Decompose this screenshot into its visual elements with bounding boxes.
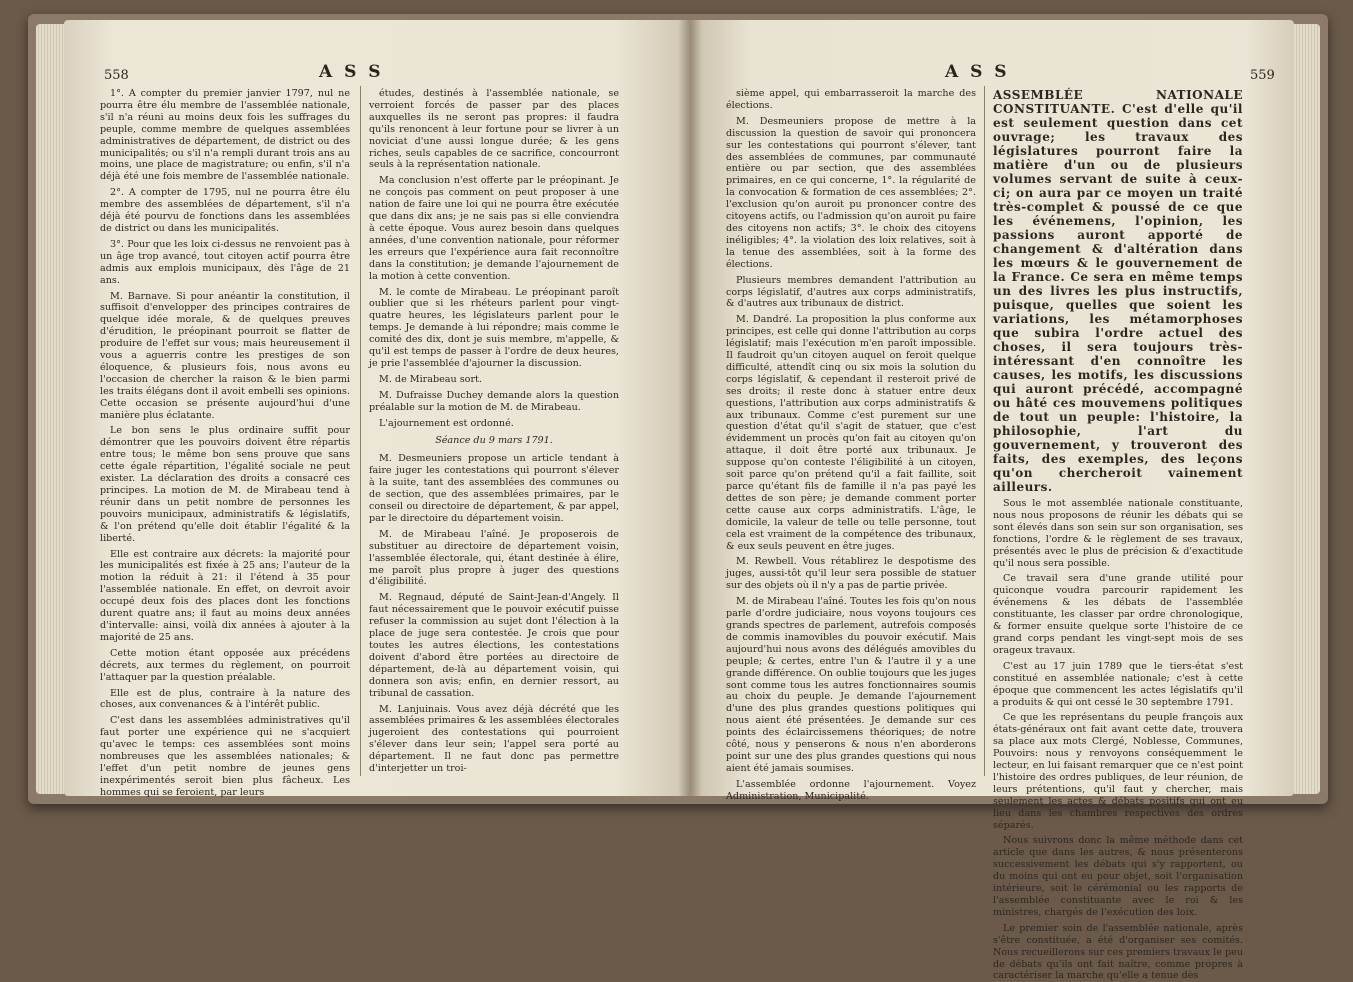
right-page	[690, 20, 1294, 982]
session-heading: Séance du 9 mars 1791.	[435, 435, 553, 447]
paragraph: M. Regnaud, député de Saint-Jean-d'Angely. Il faut nécessairement que le pouvoir exécutif puisse refuser la commission au sujet dont l'élection à la place de juge sera contestée. Je crois que pour toutes les autres élections, les contestations doivent d'abord être portées au directoire de département, de-là au département voisin, qui donnera son avis; enfin, en dernier ressort, au tribunal de cassation.	[369, 592, 619, 699]
left-column-2	[369, 88, 619, 778]
paragraph: Cette motion étant opposée aux précédens décrets, aux termes du règlement, on pourroit l'attaquer par la question préalable.	[100, 647, 350, 683]
article-entry: ASSEMBLÉE NATIONALE CONSTITUANTE. C'est d'elle qu'il est seulement question dans cet ouvrage; les travaux des législatures pourront faire la matière d'un ou de plusieurs volumes servant de suite à ceux-ci; on aura par ce moyen un traité très-complet & poussé de ce que les événemens, l'opinion, les passions auront apporté de changement & d'altération dans les mœurs & le gouvernement de la France. Ce sera en même temps un des livres les plus instructifs, puisque, quelles que soient les variations, les métamorphoses que subira l'ordre actuel des choses, il sera toujours très-intéressant d'en connoître les causes, les motifs, les discussions qui auront précédé, accompagné ou hâté ces mouvemens politiques de tout un peuple: l'histoire, la philosophie, l'art du gouvernement, y trouveront des faits, des exemples, des leçons qu'on chercheroit vainement ailleurs.	[993, 88, 1243, 494]
paragraph: M. Desmeuniers propose un article tendant à faire juger les contestations qui pourront s'élever à la suite, tant des assemblées des communes ou de section, que des assemblées primaires, par le conseil ou directoire de département, & par appel, par le directoire du département voisin.	[369, 453, 619, 524]
left-column-1	[100, 88, 350, 798]
right-column-1	[726, 88, 976, 802]
paragraph: Nous suivrons donc la même méthode dans cet article que dans les autres, & nous présenterons successivement les débats qui s'y rapportent, ou du moins qui ont eu pour objet, soit l'organisation intérieure, soit le cérémonial ou les rapports de l'assemblée constituante avec le roi & les ministres, chargés de l'exécution des loix.	[993, 835, 1243, 918]
paragraph: C'est au 17 juin 1789 que le tiers-état s'est constitué en assemblée nationale; c'est à cette époque que commencent les actes législatifs qu'il a produits & qui ont cessé le 30 septembre 1791.	[993, 660, 1243, 708]
paragraph: M. Dufraisse Duchey demande alors la question préalable sur la motion de M. de Mirabeau.	[369, 389, 619, 413]
paragraph: M. Dandré. La proposition la plus conforme aux principes, est celle qui donne l'attribution au corps législatif; mais l'exécution m'en paroît impossible. Il faudroit qu'un citoyen auquel on feroit quelque difficulté, attendît cinq ou six mois la solution du corps législatif, & cependant il resteroit privé de ses droits; il reste donc à statuer entre deux questions, l'attribution aux corps administratifs & aux tribunaux. Comme c'est purement sur une question d'état qu'il s'agit de statuer, que c'est évidemment un procès qu'on fait au citoyen qu'on attaque, il doit être porté aux tribunaux. Je suppose qu'on conteste l'éligibilité à un citoyen, soit parce qu'on prétend qu'il a fait faillite, soit parce qu'étant fils de famille il n'a pas payé les dettes de son père; je demande comment porter cette cause aux corps administratifs. L'âge, le domicile, la valeur de telle ou telle personne, tout cela est vraiment de la compétence des tribunaux, & eux seuls peuvent en être juges.	[726, 314, 976, 552]
paragraph: Le premier soin de l'assemblée nationale, après s'être constituée, a été d'organiser ses comités. Nous recueillerons sur ces premiers travaux le peu de débats qu'ils ont fait naître, comme propres à caractériser la marche qu'elle a tenue dès	[993, 922, 1243, 982]
paragraph: Ma conclusion n'est offerte par le préopinant. Je ne conçois pas comment on peut proposer à une nation de faire une loi qui ne pourra être exécutée que dans dix ans; je ne sais pas si elle conviendra à cette époque. Vous aurez besoin dans quelques années, d'une convention nationale, pour réformer les erreurs que l'expérience aura fait reconnoître dans la constitution; je demande l'ajournement de la motion à cette convention.	[369, 175, 619, 282]
column-rule	[360, 86, 361, 776]
running-head-right: A S S	[945, 62, 1010, 82]
paragraph: M. de Mirabeau l'aîné. Je proposerois de substituer au directoire de département voisin, l'assemblée électorale, qui, étant destinée à élire, me paroît plus propre à juger des questions d'éligibilité.	[369, 528, 619, 588]
paragraph: 3°. Pour que les loix ci-dessus ne renvoient pas à un âge trop avancé, tout citoyen actif pourra être admis aux emplois municipaux, dès l'âge de 21 ans.	[100, 238, 350, 286]
paragraph: M. Lanjuinais. Vous avez déjà décrété que les assemblées primaires & les assemblées électorales jugeroient des contestations qui pourroient s'élever dans leur sein; l'appel sera porté au département. Il ne faut donc pas permettre d'interjetter un troi-	[369, 703, 619, 775]
paragraph: L'ajournement est ordonné.	[379, 417, 514, 429]
paragraph: 1°. A compter du premier janvier 1797, nul ne pourra être élu membre de l'assemblée nationale, s'il n'a réuni au moins deux fois les suffrages du peuple, comme membre de quelques assemblées administratives de département, de district ou des municipalités; ou s'il n'a rempli durant trois ans au moins, une place de magistrature; ou enfin, s'il n'a déjà été une fois membre de l'assemblée nationale.	[100, 88, 350, 183]
page-number-left: 558	[104, 68, 129, 83]
book-gutter	[678, 20, 702, 796]
paragraph: C'est dans les assemblées administratives qu'il faut porter une expérience qui ne s'acquiert qu'avec le temps: ces assemblées sont moins nombreuses que les assemblées nationales; & l'effet d'un petit nombre de jeunes gens inexpérimentés seroit bien plus fâcheux. Les hommes qui se feroient, par leurs	[100, 715, 350, 798]
open-book	[28, 14, 1328, 982]
paragraph: Elle est contraire aux décrets: la majorité pour les municipalités est fixée à 25 ans; l'auteur de la motion la réduit à 21: il l'étend à 35 pour l'assemblée nationale. En effet, on devroit avoir occupé deux fois des places dont les fonctions durent quatre ans; il faut au moins deux années d'intervalle: ainsi, voilà dix années à ajouter à la majorité de 25 ans.	[100, 548, 350, 643]
left-page	[64, 20, 690, 796]
page-edges-left	[36, 24, 64, 794]
paragraph: Ce que les représentans du peuple françois aux états-généraux ont fait avant cette date, trouvera sa place aux mots Clergé, Noblesse, Communes, Pouvoirs: nous y renvoyons conséquemment le lecteur, en lui faisant remarquer que ce n'est point l'histoire des ordres publiques, de leur réunion, de leurs prétentions, qu'il faut y chercher, mais seulement les actes & débats positifs qui ont eu lieu dans les chambres respectives des ordres séparés.	[993, 712, 1243, 831]
paragraph: Sous le mot assemblée nationale constituante, nous nous proposons de réunir les débats qui se sont élevés dans son sein sur son organisation, ses fonctions, l'ordre & le règlement de ses travaux, présentés avec le plus de précision & d'exactitude qu'il nous sera possible.	[993, 498, 1243, 569]
paragraph: Elle est de plus, contraire à la nature des choses, aux convenances & à l'intérêt public.	[100, 687, 350, 711]
paragraph: M. le comte de Mirabeau. Le préopinant paroît oublier que si les rhéteurs parlent pour vingt-quatre heures, les législateurs parlent pour le temps. Je demande à lui répondre; mais comme le comité des dix, dont je suis membre, m'appelle, & qu'il est temps de passer à l'ordre de deux heures, je prie l'assemblée d'ajourner la discussion.	[369, 286, 619, 369]
paragraph: L'assemblée ordonne l'ajournement. Voyez Administration, Municipalité.	[726, 778, 976, 802]
running-head-left: A S S	[319, 62, 384, 82]
page-number-right: 559	[1250, 68, 1275, 83]
paragraph: Plusieurs membres demandent l'attribution au corps législatif, d'autres aux corps administratifs, & d'autres aux tribunaux de district.	[726, 274, 976, 310]
paragraph: M. Barnave. Si pour anéantir la constitution, il suffisoit d'envelopper des principes contraires de quelque idée morale, & de quelques preuves d'érudition, le préopinant pourroit se flatter de produire de l'effet sur vous; mais heureusement il vous a aguerris contre les prestiges de son éloquence, & plusieurs fois, nous avons eu l'occasion de chercher la raison & le bien parmi les traits élégans dont il avoit embelli ses opinions. Cette occasion se présente aujourd'hui d'une manière plus éclatante.	[100, 290, 350, 421]
paragraph: M. de Mirabeau sort.	[379, 373, 482, 385]
paragraph: 2°. A compter de 1795, nul ne pourra être élu membre des assemblées de département, s'il n'a déjà été pourvu de fonctions dans les assemblées de district ou dans les municipalités.	[100, 187, 350, 234]
paragraph: M. Rewbell. Vous rétablirez le despotisme des juges, aussi-tôt qu'il leur sera possible de statuer sur des objets où il n'y a pas de partie privée.	[726, 556, 976, 592]
paragraph: Le bon sens le plus ordinaire suffit pour démontrer que les pouvoirs doivent être répartis entre tous; le même bon sens prouve que sans cette égale répartition, l'égalité sociale ne peut exister. La déclaration des droits a consacré ces principes. La motion de M. de Mirabeau tend à réunir dans un petit nombre de personnes les pouvoirs municipaux, administratifs & législatifs, & l'on prétend qu'elle doit établir l'égalité & la liberté.	[100, 425, 350, 544]
paragraph: Ce travail sera d'une grande utilité pour quiconque voudra parcourir rapidement les événemens & les débats de l'assemblée constituante, les classer par ordre chronologique, & former ensuite quelque sorte l'histoire de ce grand corps pendant les vingt-sept mois de ses orageux travaux.	[993, 573, 1243, 656]
paragraph: sième appel, qui embarrasseroit la marche des élections.	[726, 88, 976, 111]
page-edges-right	[1294, 24, 1320, 794]
paragraph: M. Desmeuniers propose de mettre à la discussion la question de savoir qui prononcera sur les contestations qui pourront s'élever, tant des assemblées de communes, par communauté entière ou par section, que des assemblées primaires, en ce qui concerne, 1°. la régularité de la convocation & formation de ces assemblées; 2°. l'exclusion qu'on auroit pu prononcer contre des citoyens actifs, ou l'admission qu'on auroit pu faire des citoyens non actifs; 3°. le choix des citoyens inéligibles; 4°. la violation des loix relatives, soit à la tenue des assemblées, soit à la forme des élections.	[726, 115, 976, 270]
paragraph: M. de Mirabeau l'aîné. Toutes les fois qu'on nous parle d'ordre judiciaire, nous voyons toujours ces grands spectres de parlement, autrefois composés de commis inamovibles du pouvoir exécutif. Mais aujourd'hui nous avons des délégués amovibles du peuple; & certes, entre l'un & l'autre il y a une grande différence. On oublie toujours que les juges sont comme tous les autres fonctionnaires soumis au choix du peuple. Je demande l'ajournement d'une des plus grandes questions politiques qui nous aient été présentées. Je demande sur ces points des éclaircissemens théoriques; de notre côté, nous y penserons & nous n'en aborderons point sur une des plus grandes questions qui nous aient été jamais soumises.	[726, 596, 976, 774]
paragraph: études, destinés à l'assemblée nationale, se verroient forcés de passer par des places auxquelles ils ne seront pas propres: il faudra qu'ils renoncent à leur fortune pour se livrer à un noviciat d'une aussi longue durée; & les gens riches, seuls capables de ce sacrifice, concourront seuls à la représentation nationale.	[369, 88, 619, 171]
column-rule	[984, 86, 985, 776]
right-column-2	[993, 88, 1243, 982]
